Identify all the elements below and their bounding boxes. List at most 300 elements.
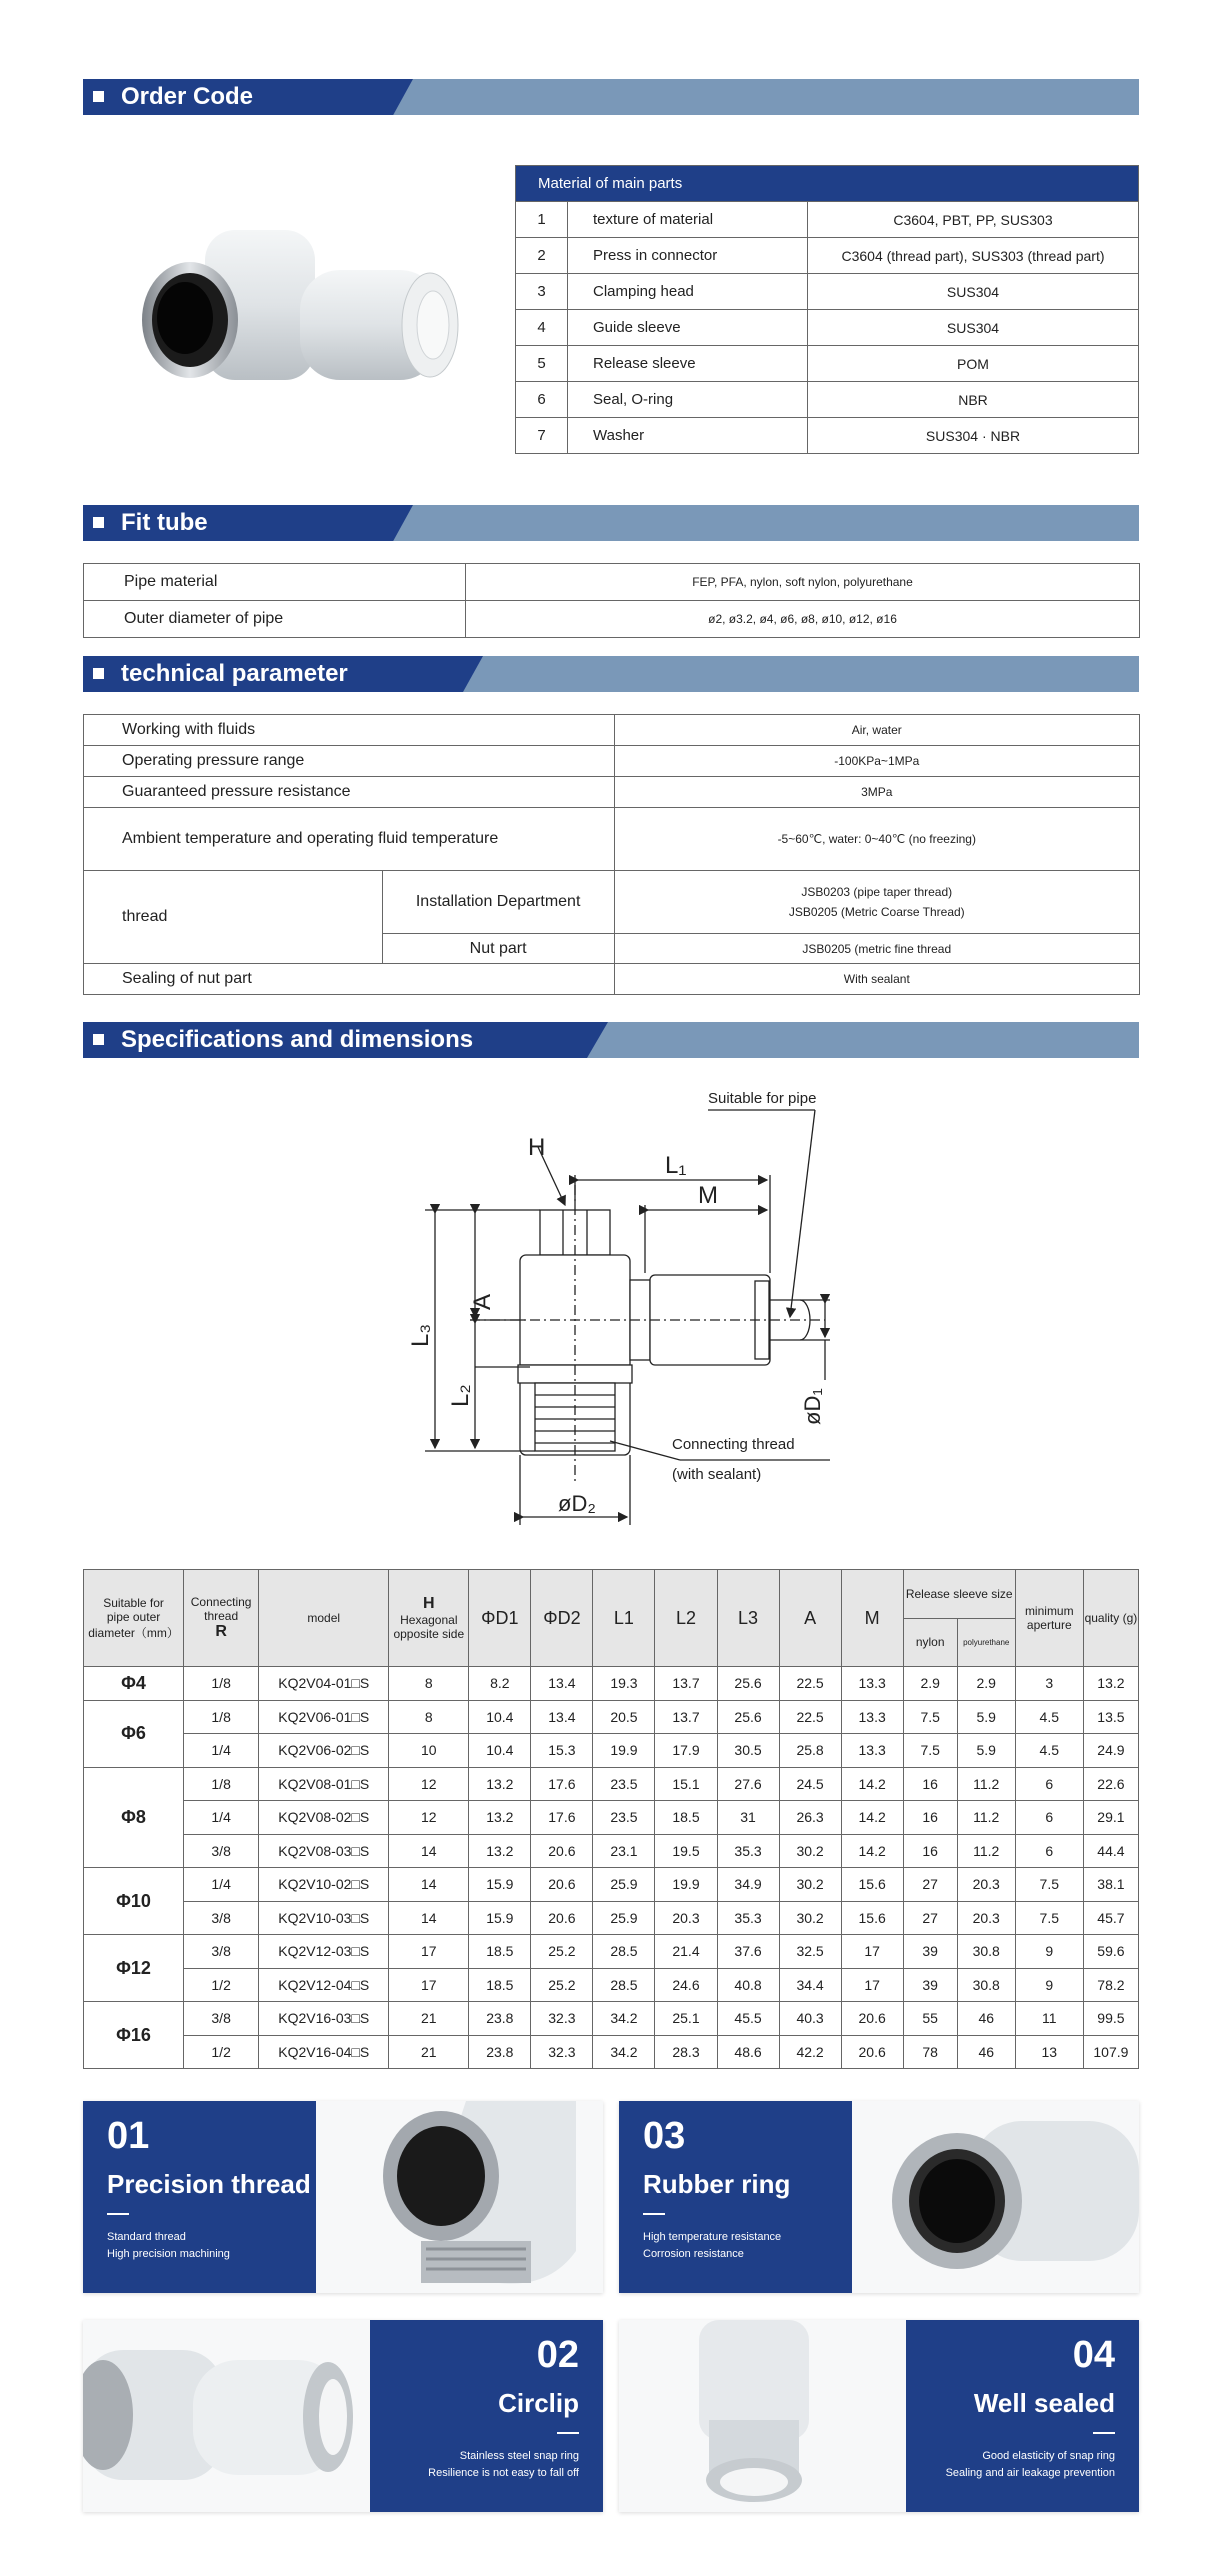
row-label: thread — [84, 871, 383, 964]
table-cell: 7.5 — [1015, 1901, 1083, 1935]
label-d2: øD₂ — [558, 1491, 596, 1516]
table-cell: 20.3 — [957, 1901, 1015, 1935]
pipe-size-cell: Φ4 — [84, 1667, 184, 1701]
table-cell: 22.5 — [779, 1667, 841, 1701]
section-title: technical parameter — [121, 660, 348, 687]
table-cell: 20.6 — [531, 1834, 593, 1868]
table-cell: 46 — [957, 2002, 1015, 2036]
table-cell: 28.5 — [593, 1968, 655, 2002]
table-cell: 15.6 — [841, 1868, 903, 1902]
table-cell: 15.9 — [469, 1901, 531, 1935]
table-cell: 45.5 — [717, 2002, 779, 2036]
table-cell: KQ2V12-04□S — [259, 1968, 389, 2002]
table-cell: 19.3 — [593, 1667, 655, 1701]
table-cell: 30.2 — [779, 1868, 841, 1902]
table-cell: 6 — [1015, 1801, 1083, 1835]
table-cell: 20.6 — [841, 2002, 903, 2036]
part-material: C3604 (thread part), SUS303 (thread part) — [808, 238, 1139, 274]
part-name: Clamping head — [568, 274, 808, 310]
col-aperture: minimum aperture — [1015, 1570, 1083, 1667]
table-cell: 27.6 — [717, 1767, 779, 1801]
row-label: Pipe material — [84, 564, 466, 601]
table-cell: KQ2V10-03□S — [259, 1901, 389, 1935]
table-cell: 22.5 — [779, 1700, 841, 1734]
feature-title: Well sealed — [973, 2388, 1115, 2418]
table-cell: 26.3 — [779, 1801, 841, 1835]
table-cell: 19.5 — [655, 1834, 717, 1868]
table-cell: 21 — [389, 2035, 469, 2069]
label-m: M — [698, 1182, 718, 1209]
table-cell: 13.3 — [841, 1734, 903, 1768]
table-cell: 21 — [389, 2002, 469, 2036]
pipe-size-cell: Φ16 — [84, 2002, 184, 2069]
part-name: texture of material — [568, 202, 808, 238]
table-cell: 3 — [1015, 1667, 1083, 1701]
table-cell: 18.5 — [655, 1801, 717, 1835]
part-name: Guide sleeve — [568, 310, 808, 346]
row-number: 3 — [516, 274, 568, 310]
row-value: -5~60℃, water: 0~40℃ (no freezing) — [614, 808, 1139, 871]
table-cell: 10 — [389, 1734, 469, 1768]
row-sublabel: Installation Department — [382, 871, 614, 934]
table-cell: 9 — [1015, 1935, 1083, 1969]
table-cell: 23.5 — [593, 1801, 655, 1835]
row-value: ø2, ø3.2, ø4, ø6, ø8, ø10, ø12, ø16 — [466, 601, 1140, 638]
feature-desc-1: Good elasticity of snap ring — [982, 2450, 1115, 2462]
table-cell: 15.6 — [841, 1901, 903, 1935]
label-l1: L₁ — [665, 1152, 687, 1179]
label-h: H — [528, 1134, 546, 1161]
table-row — [84, 2002, 1139, 2036]
row-value: Air, water — [614, 715, 1139, 746]
table-cell: 3/8 — [184, 1834, 259, 1868]
table-cell: 14.2 — [841, 1801, 903, 1835]
well-sealed-photo — [619, 2320, 906, 2512]
table-cell: 27 — [903, 1901, 957, 1935]
table-cell: 20.3 — [655, 1901, 717, 1935]
label-suitable-pipe: Suitable for pipe — [708, 1090, 817, 1107]
table-cell: 12 — [389, 1767, 469, 1801]
table-cell: 13.2 — [1083, 1667, 1138, 1701]
row-number: 1 — [516, 202, 568, 238]
col-pipe-diameter: Suitable for pipe outer diameter（mm） — [84, 1570, 184, 1667]
table-cell: 13.3 — [841, 1667, 903, 1701]
table-cell: 25.9 — [593, 1901, 655, 1935]
part-material: SUS304 · NBR — [808, 418, 1139, 454]
col-m: M — [841, 1570, 903, 1667]
table-row — [516, 202, 1139, 238]
label-l2: L₂ — [447, 1384, 474, 1407]
table-cell: 7.5 — [903, 1700, 957, 1734]
table-cell: 15.1 — [655, 1767, 717, 1801]
table-cell: KQ2V16-04□S — [259, 2035, 389, 2069]
table-cell: 13.4 — [531, 1667, 593, 1701]
table-cell: KQ2V06-01□S — [259, 1700, 389, 1734]
table-cell: 4.5 — [1015, 1734, 1083, 1768]
col-connecting-thread: Connecting thread R — [184, 1570, 259, 1667]
table-cell: 8 — [389, 1700, 469, 1734]
table-cell: 24.5 — [779, 1767, 841, 1801]
table-cell: 25.1 — [655, 2002, 717, 2036]
label-a: A — [469, 1293, 496, 1310]
table-cell: 24.6 — [655, 1968, 717, 2002]
label-l3: L₃ — [407, 1323, 434, 1347]
table-cell: 23.8 — [469, 2002, 531, 2036]
feature-desc-2: Resilience is not easy to fall off — [428, 2467, 579, 2479]
table-cell: 25.6 — [717, 1667, 779, 1701]
feature-number: 01 — [107, 2115, 150, 2157]
table-row — [516, 310, 1139, 346]
row-number: 4 — [516, 310, 568, 346]
table-cell: 17 — [389, 1935, 469, 1969]
table-row — [84, 746, 1140, 777]
table-cell: 11.2 — [957, 1801, 1015, 1835]
table-cell: 78.2 — [1083, 1968, 1138, 2002]
table-cell: 16 — [903, 1767, 957, 1801]
table-cell: 25.9 — [593, 1868, 655, 1902]
label-d1: øD₁ — [800, 1388, 825, 1425]
part-material: SUS304 — [808, 274, 1139, 310]
table-row — [84, 1834, 1139, 1868]
row-label: Guaranteed pressure resistance — [84, 777, 615, 808]
table-cell: 17 — [389, 1968, 469, 2002]
table-row — [84, 777, 1140, 808]
table-cell: 45.7 — [1083, 1901, 1138, 1935]
part-material: POM — [808, 346, 1139, 382]
table-cell: 9 — [1015, 1968, 1083, 2002]
table-cell: 20.5 — [593, 1700, 655, 1734]
precision-thread-photo — [316, 2101, 603, 2293]
feature-desc-1: High temperature resistance — [643, 2231, 782, 2243]
table-cell: 22.6 — [1083, 1767, 1138, 1801]
table-cell: 20.6 — [841, 2035, 903, 2069]
table-row — [84, 715, 1140, 746]
row-label: Ambient temperature and operating fluid temperature — [84, 808, 615, 871]
table-cell: 23.8 — [469, 2035, 531, 2069]
table-cell: 78 — [903, 2035, 957, 2069]
col-d1: ΦD1 — [469, 1570, 531, 1667]
table-cell: 37.6 — [717, 1935, 779, 1969]
rubber-ring-photo — [852, 2101, 1139, 2293]
table-cell: 48.6 — [717, 2035, 779, 2069]
table-cell: 17.9 — [655, 1734, 717, 1768]
col-d2: ΦD2 — [531, 1570, 593, 1667]
table-cell: 2.9 — [903, 1667, 957, 1701]
table-cell: 20.3 — [957, 1868, 1015, 1902]
table-cell: 31 — [717, 1801, 779, 1835]
table-cell: 10.4 — [469, 1700, 531, 1734]
table-cell: 5.9 — [957, 1734, 1015, 1768]
table-cell: 13.3 — [841, 1700, 903, 1734]
feature-desc-1: Standard thread — [107, 2231, 186, 2243]
install-value-2: JSB0205 (Metric Coarse Thread) — [788, 905, 965, 919]
table-cell: 13.7 — [655, 1667, 717, 1701]
table-cell: 1/4 — [184, 1734, 259, 1768]
table-cell: 8 — [389, 1667, 469, 1701]
row-value: FEP, PFA, nylon, soft nylon, polyurethane — [466, 564, 1140, 601]
feature-title: Circlip — [498, 2388, 579, 2418]
table-cell: 34.4 — [779, 1968, 841, 2002]
col-polyurethane: polyurethane — [957, 1618, 1015, 1667]
table-cell: 16 — [903, 1834, 957, 1868]
part-name: Seal, O-ring — [568, 382, 808, 418]
col-release-sleeve: Release sleeve size — [903, 1570, 1015, 1619]
table-cell: 28.5 — [593, 1935, 655, 1969]
row-number: 5 — [516, 346, 568, 382]
table-cell: 40.3 — [779, 2002, 841, 2036]
row-label: Sealing of nut part — [84, 964, 615, 995]
table-cell: 30.8 — [957, 1935, 1015, 1969]
row-label: Working with fluids — [84, 715, 615, 746]
table-cell: 7.5 — [1015, 1868, 1083, 1902]
row-number: 7 — [516, 418, 568, 454]
col-l2: L2 — [655, 1570, 717, 1667]
materials-header: Material of main parts — [516, 166, 1139, 202]
table-cell: 20.6 — [531, 1868, 593, 1902]
row-value — [614, 871, 1139, 934]
label-connecting-thread: Connecting thread — [672, 1436, 795, 1453]
table-cell: 13.4 — [531, 1700, 593, 1734]
table-cell: 2.9 — [957, 1667, 1015, 1701]
col-l3: L3 — [717, 1570, 779, 1667]
col-h: H Hexagonal opposite side — [389, 1570, 469, 1667]
table-row — [84, 1968, 1139, 2002]
section-title: Fit tube — [121, 509, 208, 536]
table-cell: 1/8 — [184, 1767, 259, 1801]
table-cell: 30.2 — [779, 1901, 841, 1935]
table-cell: 23.5 — [593, 1767, 655, 1801]
table-cell: 14 — [389, 1868, 469, 1902]
feature-number: 04 — [1072, 2334, 1115, 2376]
table-cell: 3/8 — [184, 2002, 259, 2036]
table-cell: 30.8 — [957, 1968, 1015, 2002]
table-cell: 59.6 — [1083, 1935, 1138, 1969]
table-cell: 20.6 — [531, 1901, 593, 1935]
col-a: A — [779, 1570, 841, 1667]
part-material: SUS304 — [808, 310, 1139, 346]
table-cell: 8.2 — [469, 1667, 531, 1701]
table-cell: 16 — [903, 1801, 957, 1835]
table-row — [84, 1667, 1139, 1701]
pipe-size-cell: Φ10 — [84, 1868, 184, 1935]
table-row — [84, 1901, 1139, 1935]
technical-table — [83, 714, 1140, 995]
table-cell: 21.4 — [655, 1935, 717, 1969]
technical-banner — [83, 656, 1139, 692]
specs-banner — [83, 1022, 1139, 1058]
table-cell: 25.6 — [717, 1700, 779, 1734]
table-cell: 55 — [903, 2002, 957, 2036]
table-cell: 40.8 — [717, 1968, 779, 2002]
feature-desc-2: High precision machining — [107, 2248, 230, 2260]
table-cell: 25.8 — [779, 1734, 841, 1768]
table-cell: 42.2 — [779, 2035, 841, 2069]
feature-desc-2: Corrosion resistance — [643, 2248, 744, 2260]
table-row — [84, 1734, 1139, 1768]
table-row — [84, 1868, 1139, 1902]
table-cell: 13.2 — [469, 1834, 531, 1868]
table-row — [84, 564, 1140, 601]
table-cell: 32.3 — [531, 2002, 593, 2036]
table-row — [84, 871, 1140, 934]
table-cell: 4.5 — [1015, 1700, 1083, 1734]
feature-number: 02 — [536, 2334, 579, 2376]
table-cell: 18.5 — [469, 1968, 531, 2002]
table-cell: KQ2V06-02□S — [259, 1734, 389, 1768]
table-cell: 30.2 — [779, 1834, 841, 1868]
product-image-elbow — [125, 200, 475, 420]
label-with-sealant: (with sealant) — [672, 1466, 762, 1483]
col-model: model — [259, 1570, 389, 1667]
table-cell: 35.3 — [717, 1901, 779, 1935]
part-name: Washer — [568, 418, 808, 454]
feature-desc-2: Sealing and air leakage prevention — [945, 2467, 1115, 2479]
table-cell: 32.5 — [779, 1935, 841, 1969]
table-cell: KQ2V12-03□S — [259, 1935, 389, 1969]
table-cell: 14.2 — [841, 1767, 903, 1801]
dimension-diagram — [380, 1085, 840, 1540]
row-sublabel: Nut part — [382, 934, 614, 964]
table-cell: KQ2V08-03□S — [259, 1834, 389, 1868]
table-row — [516, 274, 1139, 310]
table-row — [84, 2035, 1139, 2069]
circlip-photo — [83, 2320, 370, 2512]
table-cell: 5.9 — [957, 1700, 1015, 1734]
table-row — [84, 1935, 1139, 1969]
pipe-size-cell: Φ12 — [84, 1935, 184, 2002]
table-cell: 13.2 — [469, 1767, 531, 1801]
table-cell: KQ2V08-02□S — [259, 1801, 389, 1835]
table-cell: 15.9 — [469, 1868, 531, 1902]
table-cell: 6 — [1015, 1834, 1083, 1868]
table-cell: 35.3 — [717, 1834, 779, 1868]
col-l1: L1 — [593, 1570, 655, 1667]
table-row — [84, 808, 1140, 871]
table-cell: 7.5 — [903, 1734, 957, 1768]
table-cell: 1/2 — [184, 1968, 259, 2002]
table-row — [84, 1767, 1139, 1801]
table-row — [516, 382, 1139, 418]
feature-card-circlip — [83, 2320, 603, 2512]
specs-table — [83, 1569, 1139, 2069]
table-cell: 34.2 — [593, 2002, 655, 2036]
table-row — [516, 346, 1139, 382]
table-cell: 23.1 — [593, 1834, 655, 1868]
table-cell: 99.5 — [1083, 2002, 1138, 2036]
table-cell: 32.3 — [531, 2035, 593, 2069]
table-cell: 39 — [903, 1968, 957, 2002]
table-cell: 1/2 — [184, 2035, 259, 2069]
table-row — [516, 238, 1139, 274]
table-cell: KQ2V08-01□S — [259, 1767, 389, 1801]
row-value: 3MPa — [614, 777, 1139, 808]
table-cell: 11.2 — [957, 1834, 1015, 1868]
table-cell: 17 — [841, 1968, 903, 2002]
table-cell: 1/8 — [184, 1700, 259, 1734]
table-cell: 19.9 — [655, 1868, 717, 1902]
table-cell: 14.2 — [841, 1834, 903, 1868]
feature-title: Precision thread — [107, 2169, 311, 2199]
table-cell: 15.3 — [531, 1734, 593, 1768]
feature-card-well-sealed — [619, 2320, 1139, 2512]
table-cell: 44.4 — [1083, 1834, 1138, 1868]
table-cell: 17.6 — [531, 1767, 593, 1801]
table-cell: 18.5 — [469, 1935, 531, 1969]
row-number: 2 — [516, 238, 568, 274]
part-name: Press in connector — [568, 238, 808, 274]
table-row — [84, 601, 1140, 638]
col-quality: quality (g) — [1083, 1570, 1138, 1667]
table-cell: 3/8 — [184, 1901, 259, 1935]
feature-card-rubber-ring — [619, 2101, 1139, 2293]
table-cell: 17 — [841, 1935, 903, 1969]
table-cell: 25.2 — [531, 1968, 593, 2002]
section-title: Order Code — [121, 83, 254, 110]
row-value: With sealant — [614, 964, 1139, 995]
table-cell: 11 — [1015, 2002, 1083, 2036]
feature-number: 03 — [643, 2115, 686, 2157]
feature-title: Rubber ring — [643, 2169, 791, 2199]
fit-tube-table — [83, 563, 1140, 638]
table-cell: 27 — [903, 1868, 957, 1902]
table-cell: 6 — [1015, 1767, 1083, 1801]
table-cell: 25.2 — [531, 1935, 593, 1969]
feature-desc-1: Stainless steel snap ring — [459, 2450, 579, 2462]
table-cell: 13.2 — [469, 1801, 531, 1835]
table-cell: 30.5 — [717, 1734, 779, 1768]
pipe-size-cell: Φ8 — [84, 1767, 184, 1868]
table-cell: 13 — [1015, 2035, 1083, 2069]
table-cell: 19.9 — [593, 1734, 655, 1768]
table-cell: 14 — [389, 1901, 469, 1935]
table-cell: 1/4 — [184, 1868, 259, 1902]
part-material: NBR — [808, 382, 1139, 418]
table-cell: 29.1 — [1083, 1801, 1138, 1835]
fit-tube-banner — [83, 505, 1139, 541]
section-title: Specifications and dimensions — [121, 1026, 474, 1053]
table-cell: 13.7 — [655, 1700, 717, 1734]
table-cell: 38.1 — [1083, 1868, 1138, 1902]
row-label: Outer diameter of pipe — [84, 601, 466, 638]
part-material: C3604, PBT, PP, SUS303 — [808, 202, 1139, 238]
table-cell: KQ2V04-01□S — [259, 1667, 389, 1701]
part-name: Release sleeve — [568, 346, 808, 382]
table-row — [84, 964, 1140, 995]
row-value: JSB0205 (metric fine thread — [614, 934, 1139, 964]
table-cell: 34.2 — [593, 2035, 655, 2069]
table-cell: 11.2 — [957, 1767, 1015, 1801]
table-cell: 13.5 — [1083, 1700, 1138, 1734]
pipe-size-cell: Φ6 — [84, 1700, 184, 1767]
table-cell: 24.9 — [1083, 1734, 1138, 1768]
table-cell: 17.6 — [531, 1801, 593, 1835]
table-cell: 34.9 — [717, 1868, 779, 1902]
table-cell: KQ2V10-02□S — [259, 1868, 389, 1902]
row-number: 6 — [516, 382, 568, 418]
table-cell: 46 — [957, 2035, 1015, 2069]
row-label: Operating pressure range — [84, 746, 615, 777]
table-cell: 10.4 — [469, 1734, 531, 1768]
table-cell: 1/8 — [184, 1667, 259, 1701]
table-cell: 107.9 — [1083, 2035, 1138, 2069]
table-row — [84, 1700, 1139, 1734]
install-value-1: JSB0203 (pipe taper thread) — [801, 885, 953, 899]
table-cell: 1/4 — [184, 1801, 259, 1835]
feature-card-precision-thread — [83, 2101, 603, 2293]
col-nylon: nylon — [903, 1618, 957, 1667]
table-row — [84, 1801, 1139, 1835]
table-cell: 14 — [389, 1834, 469, 1868]
